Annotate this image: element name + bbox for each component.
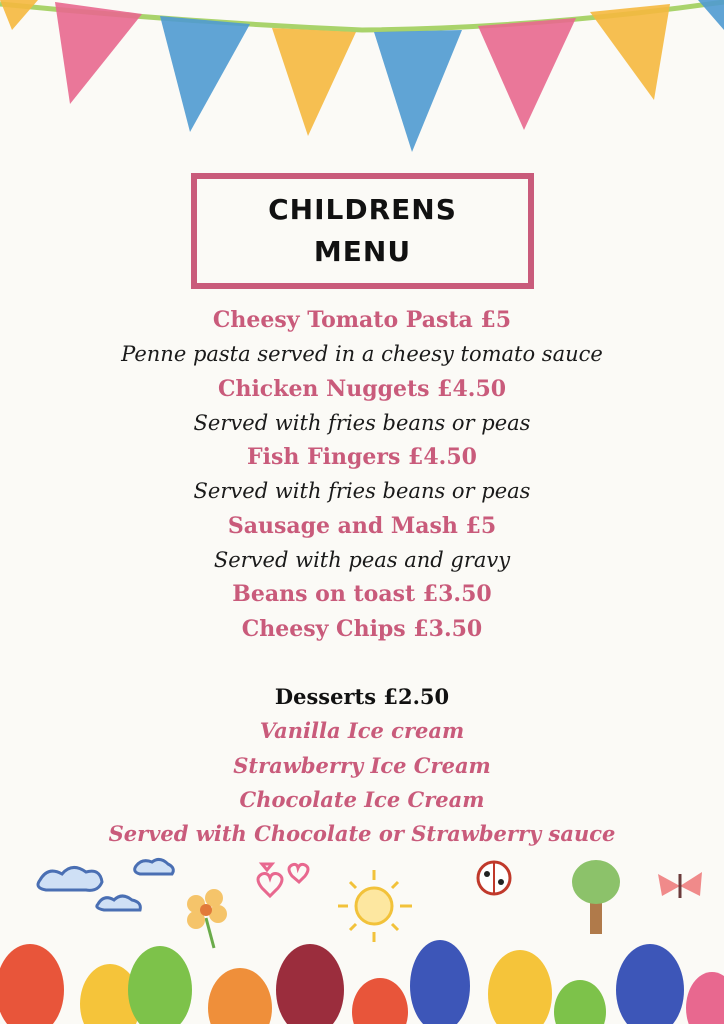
dessert-item: Chocolate Ice Cream [239, 786, 485, 812]
flower-icon [187, 889, 227, 948]
menu-item-description: Served with fries beans or peas [193, 410, 531, 435]
menu-item-name: Beans on toast £3.50 [232, 581, 492, 608]
ladybird-icon [478, 862, 510, 894]
butterfly-icon [658, 872, 702, 898]
menu-list [0, 303, 724, 851]
menu-item-description: Served with fries beans or peas [193, 479, 531, 504]
desserts-heading: Desserts £2.50 [274, 683, 450, 709]
menu-item-description: Penne pasta served in a cheesy tomato sauce [121, 342, 603, 367]
menu-item-name: Sausage and Mash £5 [227, 512, 497, 539]
menu-item-name: Cheesy Tomato Pasta £5 [212, 307, 512, 333]
menu-item-name: Chicken Nuggets £4.50 [217, 375, 507, 402]
menu-item-name: Fish Fingers £4.50 [247, 444, 477, 471]
clouds-icon [38, 859, 173, 910]
bottom-decoration [0, 850, 724, 1024]
tree-icon [572, 860, 620, 934]
menu-title-line2: MENU [313, 235, 412, 268]
sun-icon [338, 870, 412, 942]
menu-item-description: Served with peas and gravy [213, 548, 511, 573]
desserts-sauce-note: Served with Chocolate or Strawberry sauce [108, 821, 616, 847]
dessert-item: Vanilla Ice cream [259, 718, 465, 744]
title-box [191, 173, 534, 289]
hearts-icon [258, 864, 308, 896]
dessert-item: Strawberry Ice Cream [233, 752, 491, 778]
bunting-flags [0, 0, 724, 160]
painted-hands [0, 940, 724, 1024]
menu-title-line1: CHILDRENS [268, 193, 457, 226]
menu-item-name: Cheesy Chips £3.50 [241, 615, 483, 642]
